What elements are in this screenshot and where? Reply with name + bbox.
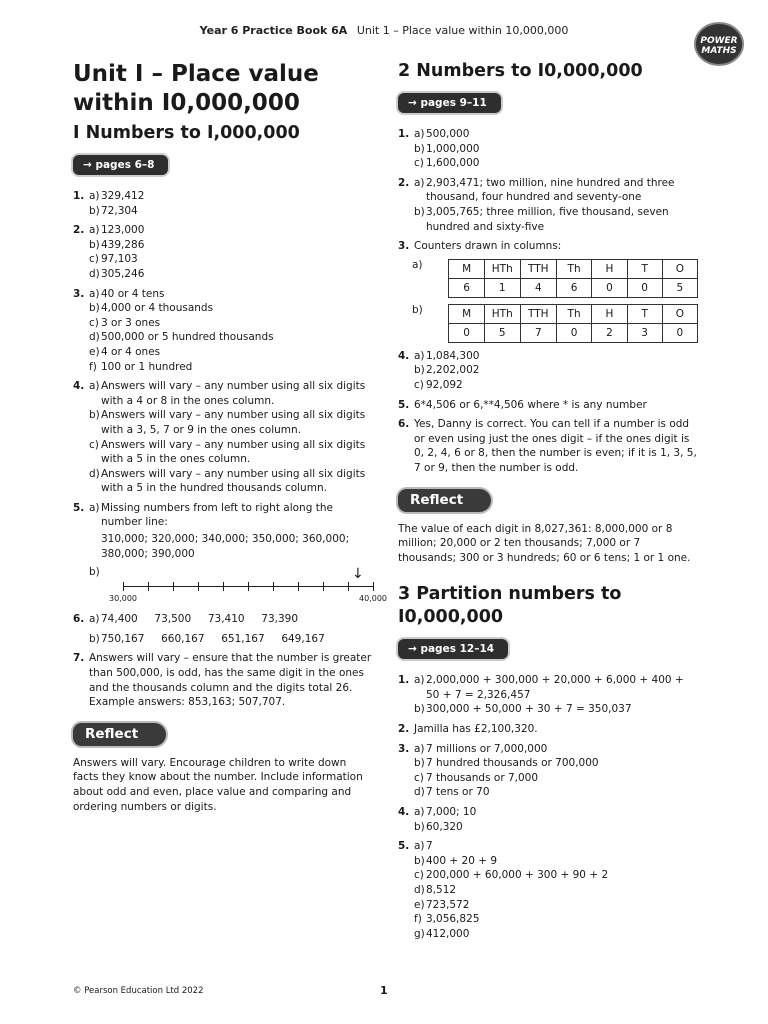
pv-header: H — [592, 304, 627, 323]
pv-cell: 0 — [449, 323, 484, 342]
copyright: © Pearson Education Ltd 2022 — [73, 986, 204, 996]
pv-header: TTH — [520, 304, 556, 323]
pv-header: HTh — [484, 259, 520, 278]
r-question-4: 4. a) 1,084,300 b) 2,202,002 c) 92,092 — [398, 349, 480, 391]
tick — [298, 582, 299, 591]
tick — [248, 582, 249, 591]
pv-cell: 0 — [662, 323, 697, 342]
pv-cell: 6 — [556, 278, 592, 297]
left-column — [73, 60, 387, 814]
pv-header: H — [592, 259, 627, 278]
unit-title: Unit 1 – Place value within 10,000,000 — [356, 24, 569, 37]
book-title: Year 6 Practice Book 6A — [199, 24, 348, 37]
pages-badge-1: → pages 6–8 — [73, 155, 168, 175]
number-line-end: 40,000 — [359, 594, 387, 604]
p-question-5: 5. a) 7 b) 400 + 20 + 9 c) 200,000 + 60,000 + 300 + 90 + 2 d) 8,512 e) 723,572 f) 3,056,825 g) 412,000 — [398, 840, 609, 940]
pv-cell: 6 — [449, 278, 484, 297]
pv-cell: 0 — [627, 278, 662, 297]
r-question-2: 2. a) 2,903,471; two million, nine hundred and three thousand, four hundred and seventy-one b) 3,005,765; three million, five thousand, seven hundred and sixty-five — [398, 176, 675, 233]
r-question-3: 3. Counters drawn in columns: — [398, 240, 562, 253]
pv-cell: 0 — [556, 323, 592, 342]
pv-header: T — [627, 304, 662, 323]
pv-header: Th — [556, 259, 592, 278]
pv-cell: 0 — [592, 278, 627, 297]
r-question-5: 5. 6*4,506 or 6,**4,506 where * is any number — [398, 398, 647, 411]
right-column — [398, 60, 698, 946]
running-header — [0, 24, 768, 37]
number-line-label: b) — [89, 566, 100, 579]
question-4: 4. a) Answers will vary – any number using all six digits with a 4 or 8 in the ones column. b) Answers will vary – any number using all six digits with a 3, 5, 7 or 9 in the ones column. c) Answers will vary – any number using all six digits with a 5 in the ones column. d) Answers will vary – any number using all six digits with a 5 in the hundred thousands column. — [73, 380, 366, 495]
question-2: 2. a) 123,000 b) 439,286 c) 97,103 d) 305,246 — [73, 224, 145, 280]
pv-table-a — [448, 259, 698, 298]
logo-line-1: POWER — [700, 36, 738, 46]
tick — [323, 582, 324, 591]
pv-header: O — [662, 304, 697, 323]
pages-badge-3: → pages 12–14 — [398, 639, 508, 659]
r-question-1: 1. a) 500,000 b) 1,000,000 c) 1,600,000 — [398, 128, 480, 170]
question-3: 3. a) 40 or 4 tens b) 4,000 or 4 thousands c) 3 or 3 ones d) 500,000 or 5 hundred thousands e) 4 or 4 ones f) 100 or 1 hundred — [73, 287, 274, 373]
tick — [198, 582, 199, 591]
pv-cell: 5 — [662, 278, 697, 297]
r-question-6: 6. Yes, Danny is correct. You can tell if a number is odd or even using just the ones digit – if the ones digit is 0, 2, 4, 6 or 8, then the number is even; if it is 1, 3, 5, 7 or 9, then the number is odd. — [398, 418, 697, 474]
pv-header: O — [662, 259, 697, 278]
pages-badge-2: → pages 9–11 — [398, 93, 501, 113]
p-question-1: 1. a) 2,000,000 + 300,000 + 20,000 + 6,000 + 400 + 50 + 7 = 2,326,457 b) 300,000 + 50,000 + 30 + 7 = 350,037 — [398, 674, 684, 716]
reflect-text-right: The value of each digit in 8,027,361: 8,000,000 or 8 million; 20,000 or 2 ten thousands; 7,000 or 7 thousands; 300 or 3 hundreds; 60 or 6 tens; 1 or 1 one. — [398, 522, 691, 564]
question-1: 1. a) 329,412 b) 72,304 — [73, 190, 145, 217]
logo-line-2: MATHS — [701, 46, 737, 56]
pv-header: Th — [556, 304, 592, 323]
pv-table-b — [448, 304, 698, 343]
lesson-2-heading: 2 Numbers to I0,000,000 — [398, 61, 643, 81]
lesson-3-heading-line-1: 3 Partition numbers to — [398, 584, 622, 605]
unit-heading — [73, 60, 373, 118]
tick — [373, 582, 374, 591]
place-value-table-a: a) M HTh TTH Th H T O 6 1 4 6 0 0 5 — [412, 259, 698, 298]
tick — [348, 582, 349, 591]
number-line — [89, 566, 387, 606]
pv-cell: 7 — [520, 323, 556, 342]
tick — [173, 582, 174, 591]
question-5: 5. a) Missing numbers from left to right along the number line: 310,000; 320,000; 340,000; 350,000; 360,000; 380,000; 390,000 — [73, 501, 350, 560]
pv-cell: 4 — [520, 278, 556, 297]
tick — [148, 582, 149, 591]
pv-header: TTH — [520, 259, 556, 278]
lesson-3-heading — [398, 583, 698, 629]
pv-header: T — [627, 259, 662, 278]
p-question-3: 3. a) 7 millions or 7,000,000 b) 7 hundred thousands or 700,000 c) 7 thousands or 7,000 d) 7 tens or 70 — [398, 742, 599, 799]
reflect-text-left: Answers will vary. Encourage children to write down facts they know about the number. Include information about odd and even, place value and comparing and ordering numbers or digits. — [73, 756, 363, 813]
power-maths-logo — [694, 22, 744, 66]
question-6: 6. a) 74,400 73,500 73,410 73,390 b) 750,167 660,167 651,167 649,167 — [73, 613, 325, 645]
pv-header: HTh — [484, 304, 520, 323]
place-value-table-b: b) M HTh TTH Th H T O 0 5 7 0 2 3 0 — [412, 304, 698, 343]
pv-header: M — [449, 259, 484, 278]
number-line-start: 30,000 — [109, 594, 137, 604]
pv-cell: 5 — [484, 323, 520, 342]
question-7: 7. Answers will vary – ensure that the number is greater than 500,000, is odd, has the same digit in the ones and the thousands column and the digits total 26. Example answers: 853,163; 507,707. — [73, 652, 372, 709]
p-question-2: 2. Jamilla has £2,100,320. — [398, 723, 538, 736]
tick — [123, 582, 124, 591]
reflect-badge-right: Reflect — [398, 489, 491, 512]
reflect-badge-left: Reflect — [73, 723, 166, 746]
pv-cell: 1 — [484, 278, 520, 297]
pv-header: M — [449, 304, 484, 323]
lesson-1-heading: I Numbers to I,000,000 — [73, 123, 300, 143]
unit-heading-line-1: Unit I – Place value — [73, 61, 319, 87]
p-question-4: 4. a) 7,000; 10 b) 60,320 — [398, 806, 477, 833]
page-number: 1 — [380, 984, 388, 997]
down-arrow-icon: ↓ — [352, 566, 364, 583]
lesson-3-heading-line-2: I0,000,000 — [398, 607, 504, 628]
tick — [223, 582, 224, 591]
pv-cell: 3 — [627, 323, 662, 342]
unit-heading-line-2: within I0,000,000 — [73, 90, 300, 116]
tick — [273, 582, 274, 591]
pv-cell: 2 — [592, 323, 627, 342]
